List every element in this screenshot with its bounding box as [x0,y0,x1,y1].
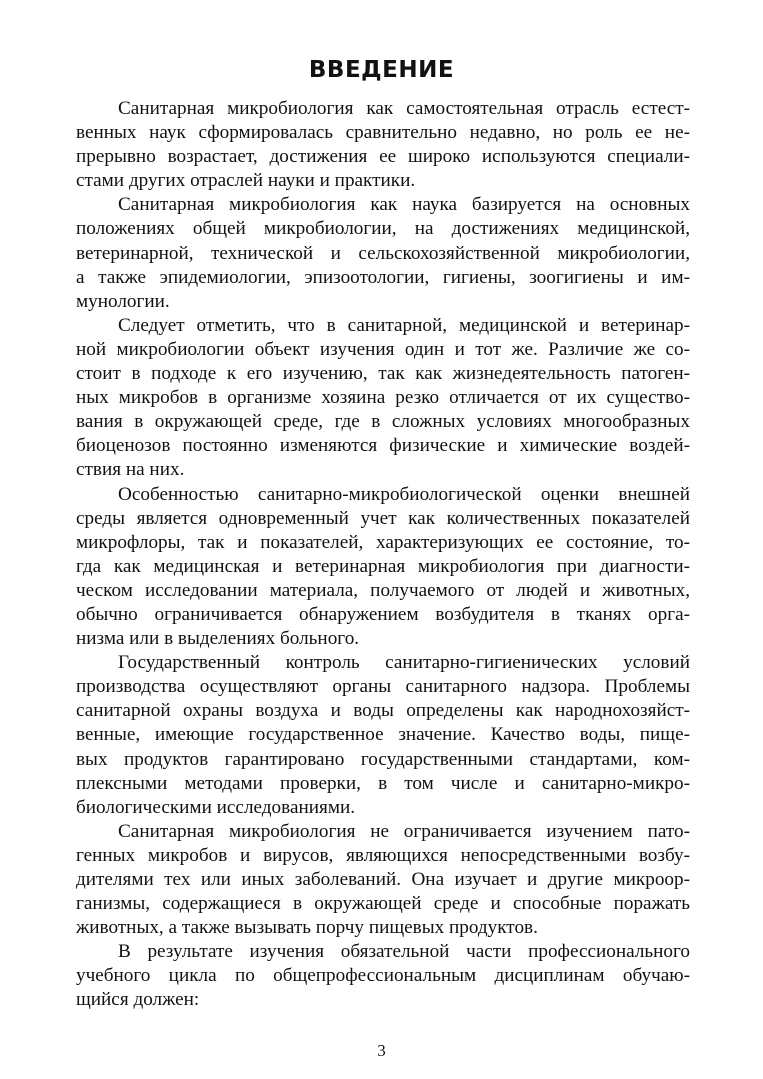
text-line: положениях общей микробиологии, на достижениях медицинской, [76,218,690,240]
paragraph [76,97,690,193]
text-line: вых продуктов гарантировано государственными стандартами, ком- [76,748,690,770]
page-number: 3 [377,1041,386,1060]
text-line: микрофлоры, так и показателей, характеризующих ее состояние, то- [76,531,690,553]
text-line: гда как медицинская и ветеринарная микробиология при диагности- [76,555,690,577]
text-line: ных микробов в организме хозяина резко отличается от их существо- [76,387,690,409]
text-line: стами других отраслей науки и практики. [76,170,416,192]
text-body [76,97,690,1013]
text-line: низма или в выделениях больного. [76,628,360,650]
paragraph [76,651,690,820]
text-line: ствия на них. [76,459,185,481]
text-line: учебного цикла по общепрофессиональным дисциплинам обучаю- [76,965,690,987]
paragraph [76,193,690,313]
paragraph [76,483,690,652]
text-line: щийся должен: [76,989,200,1011]
text-line: Следует отметить, что в санитарной, медицинской и ветеринар- [118,314,690,336]
text-line: Санитарная микробиология как самостоятельная отрасль естест- [118,98,690,119]
text-line: плексными методами проверки, в том числе и санитарно-микро- [76,772,690,794]
text-line: венных наук сформировалась сравнительно недавно, но роль ее не- [76,122,690,144]
text-line: биологическими исследованиями. [76,796,356,818]
text-line: генных микробов и вирусов, являющихся непосредственными возбу- [76,844,690,866]
text-line: венные, имеющие государственное значение. Качество воды, пище- [76,724,690,746]
text-line: санитарной охраны воздуха и воды определены как народнохозяйст- [76,700,690,722]
text-line: животных, а также вызывать порчу пищевых продуктов. [76,917,538,939]
text-line: среды является одновременный учет как количественных показателей [76,507,690,529]
paragraph [76,940,690,1012]
page-title: ВВЕДЕНИЕ [308,57,455,83]
text-line: вания в окружающей среде, где в сложных условиях многообразных [76,411,690,433]
text-line: ганизмы, содержащиеся в окружающей среде и способные поражать [76,893,690,915]
text-line: Санитарная микробиология не ограничивается изучением пато- [118,820,690,842]
text-line: Особенностью санитарно-микробиологической оценки внешней [118,483,690,505]
text-line: ной микробиологии объект изучения один и тот же. Различие же со- [76,338,690,360]
text-line: обычно ограничивается обнаружением возбудителя в тканях орга- [76,603,690,625]
text-line: Санитарная микробиология как наука базируется на основных [118,194,690,216]
text-line: ветеринарной, технической и сельскохозяйственной микробиологии, [76,242,690,264]
text-line: ческом исследовании материала, получаемого от людей и животных, [76,579,690,601]
text-line: стоит в подходе к его изучению, так как жизнедеятельность патоген- [76,363,690,385]
paragraph [76,314,690,483]
text-line: мунологии. [76,290,170,312]
text-line: прерывно возрастает, достижения ее широко используются специали- [76,146,690,168]
text-line: биоценозов постоянно изменяются физические и химические воздей- [76,435,690,457]
text-line: а также эпидемиологии, эпизоотологии, гигиены, зоогигиены и им- [76,266,690,288]
text-line: производства осуществляют органы санитарного надзора. Проблемы [76,676,690,698]
text-line: дителями тех или иных заболеваний. Она изучает и другие микроор- [76,869,690,890]
text-line: В результате изучения обязательной части профессионального [118,941,690,963]
paragraph [76,820,690,940]
text-line: Государственный контроль санитарно-гигиенических условий [118,652,690,674]
